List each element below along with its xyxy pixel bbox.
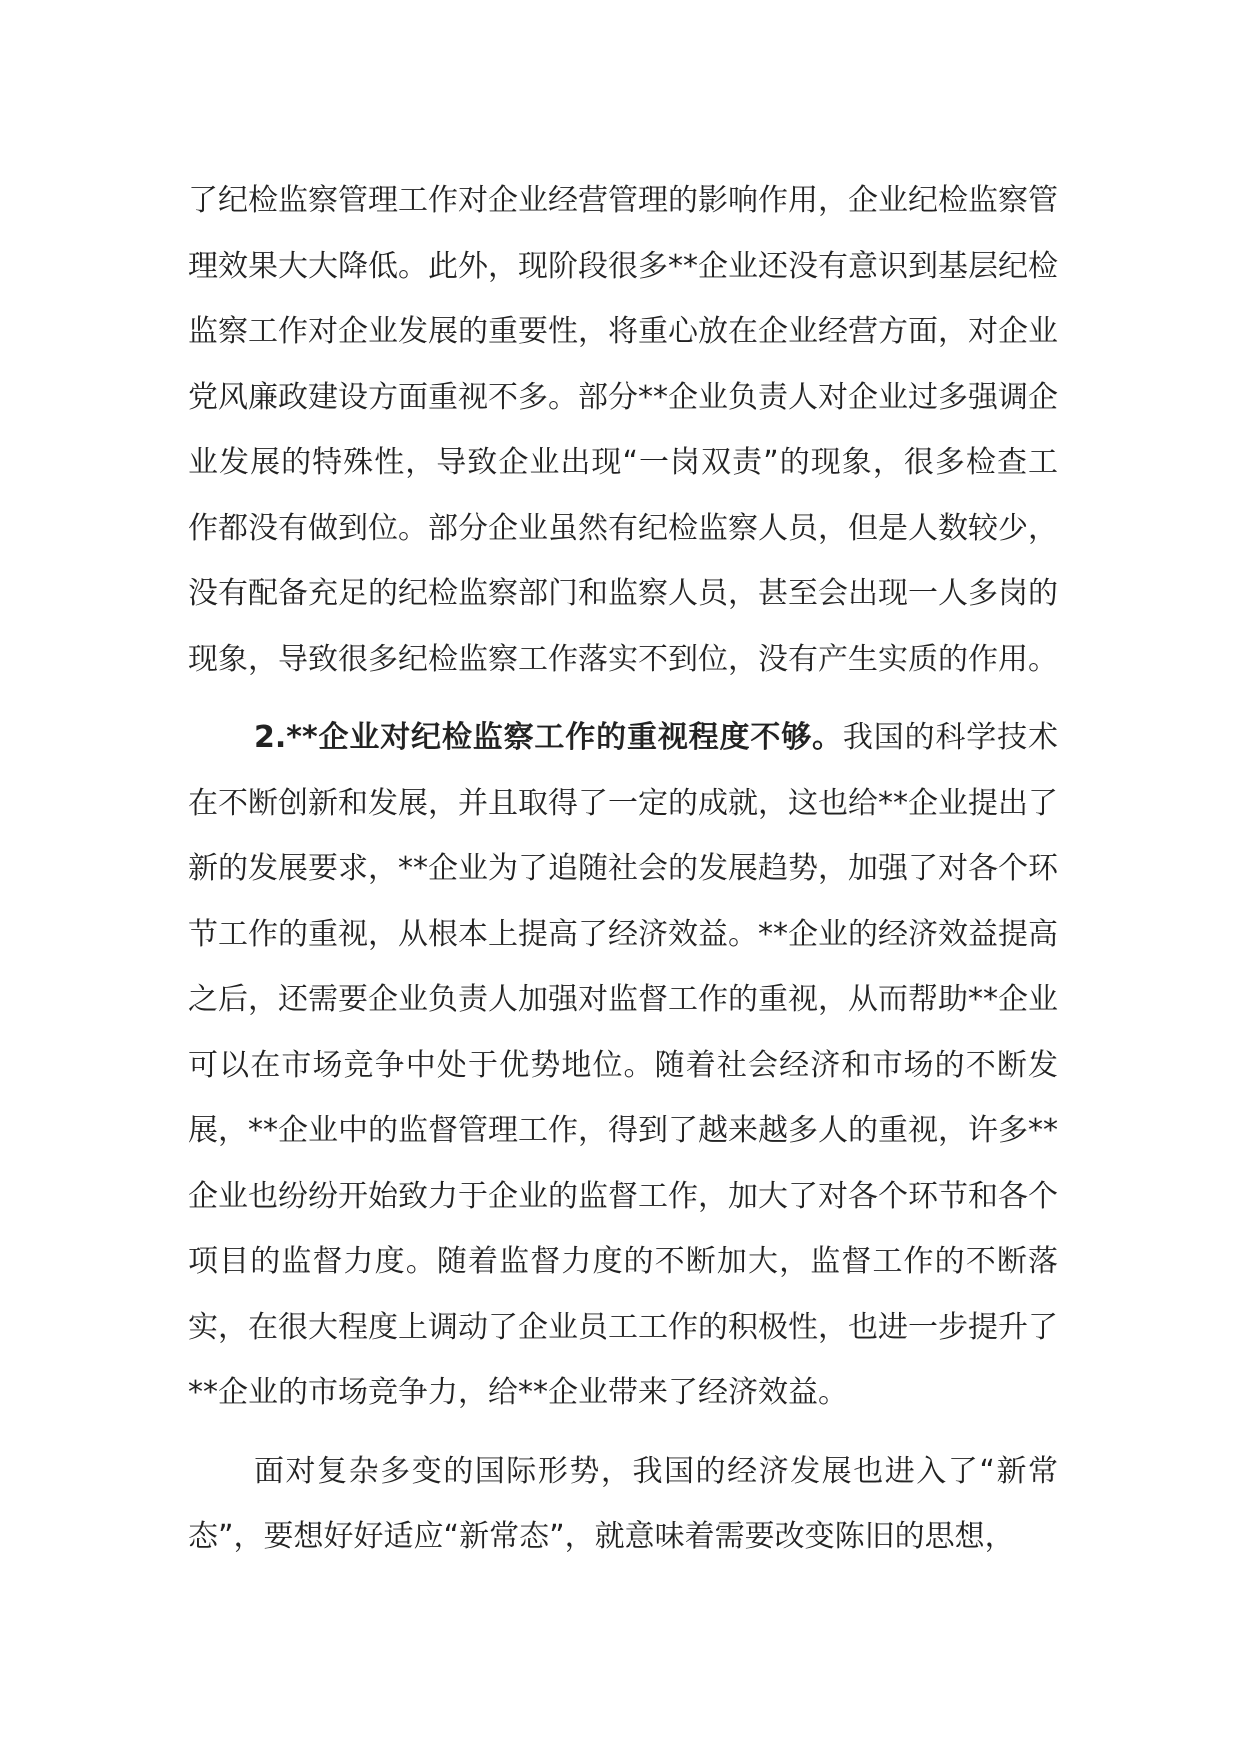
- paragraph-text: 了纪检监察管理工作对企业经营管理的影响作用，企业纪检监察管理效果大大降低。此外，现阶段很多**企业还没有意识到基层纪检监察工作对企业发展的重要性，将重心放在企业经营方面，对企业党风廉政建设方面重视不多。部分**企业负责人对企业过多强调企业发展的特殊性，导致企业出现“一岗双责”的现象，很多检查工作都没有做到位。部分企业虽然有纪检监察人员，但是人数较少，没有配备充足的纪检监察部门和监察人员，甚至会出现一人多岗的现象，导致很多纪检监察工作落实不到位，没有产生实质的作用。: [188, 183, 1058, 677]
- paragraph-new-normal: [188, 1439, 1058, 1570]
- paragraph-text: 我国的科学技术在不断创新和发展，并且取得了一定的成就，这也给**企业提出了新的发展要求，**企业为了追随社会的发展趋势，加强了对各个环节工作的重视，从根本上提高了经济效益。**企业的经济效益提高之后，还需要企业负责人加强对监督工作的重视，从而帮助**企业可以在市场竞争中处于优势地位。随着社会经济和市场的不断发展，**企业中的监督管理工作，得到了越来越多人的重视，许多**企业也纷纷开始致力于企业的监督工作，加大了对各个环节和各个项目的监督力度。随着监督力度的不断加大，监督工作的不断落实，在很大程度上调动了企业员工工作的积极性，也进一步提升了**企业的市场竞争力，给**企业带来了经济效益。: [188, 720, 1058, 1410]
- section-heading-inline: 2.**企业对纪检监察工作的重视程度不够。: [254, 720, 843, 755]
- document-body: [188, 168, 1058, 1570]
- paragraph-continuation: [188, 168, 1058, 692]
- paragraph-section-2: [188, 705, 1058, 1426]
- paragraph-text: 面对复杂多变的国际形势，我国的经济发展也进入了“新常态”，要想好好适应“新常态”，就意味着需要改变陈旧的思想，: [188, 1453, 1058, 1554]
